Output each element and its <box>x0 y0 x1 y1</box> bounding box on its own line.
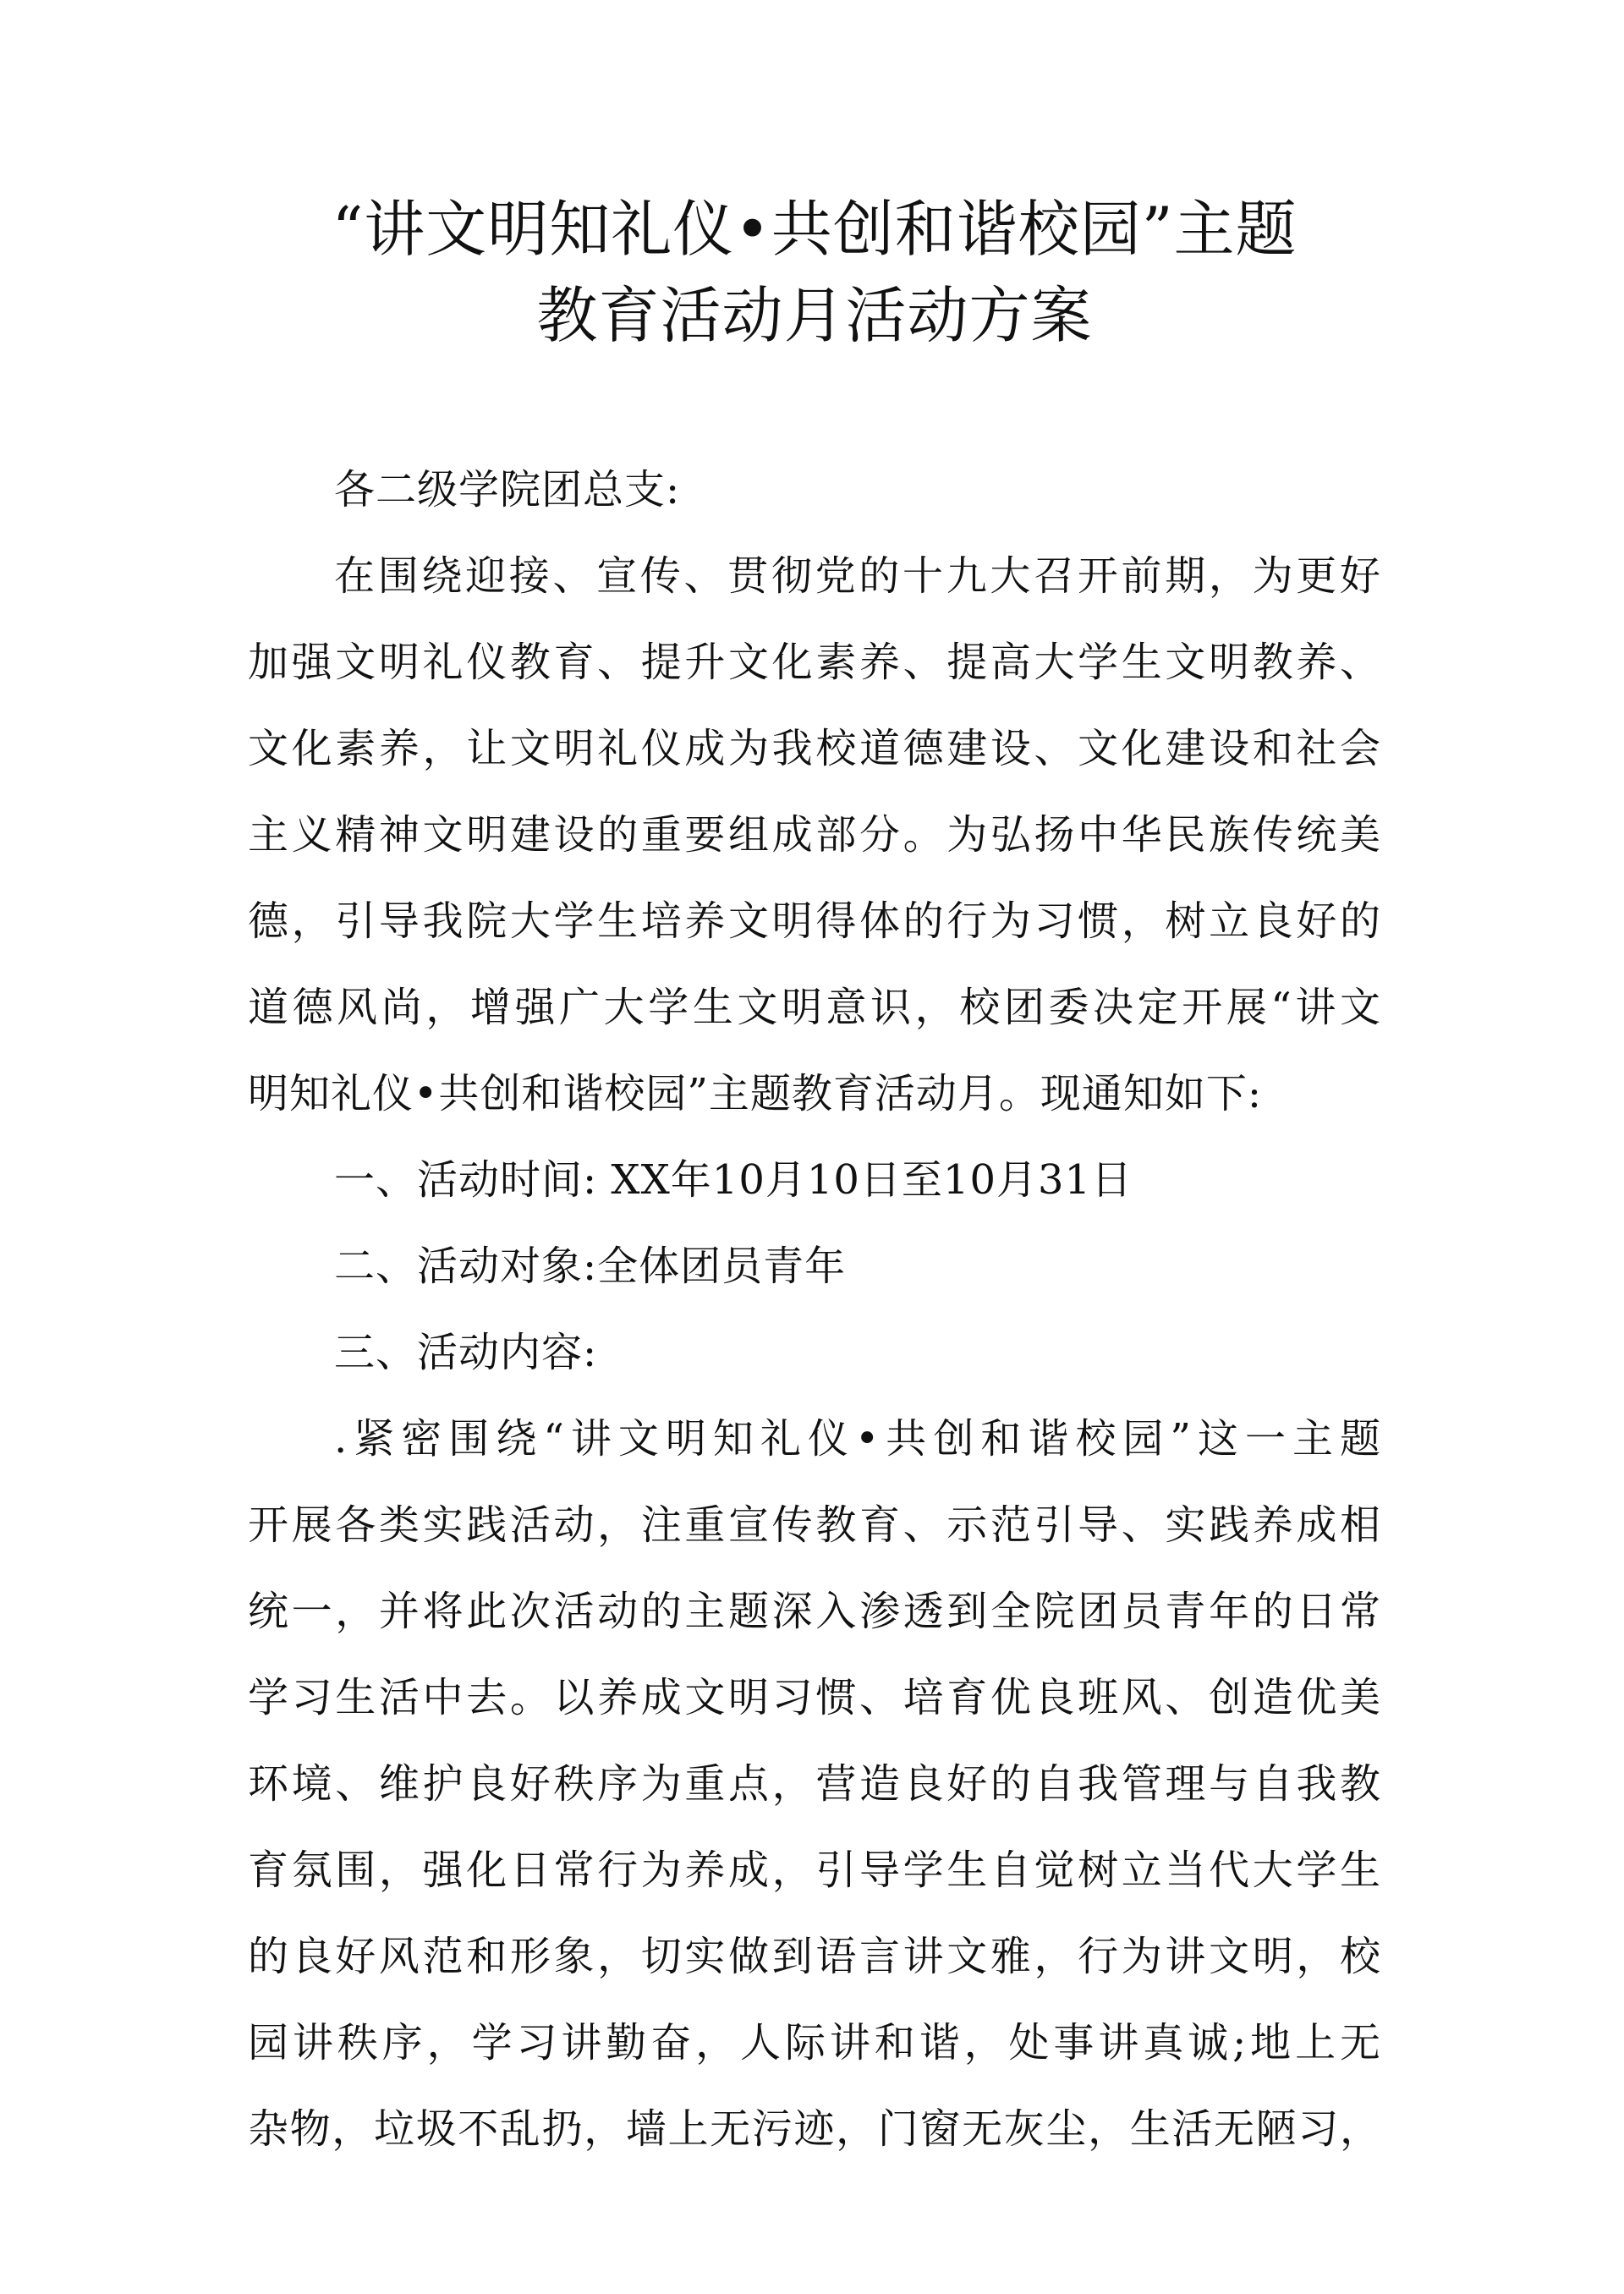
intro-paragraph-line-4: 主义精神文明建设的重要组成部分。为弘扬中华民族传统美 <box>248 811 1381 859</box>
salutation: 各二级学院团总支: <box>334 466 681 513</box>
section-time: 一、活动时间: XX年10月10日至10月31日 <box>334 1156 1133 1204</box>
document-title <box>248 186 1381 359</box>
content-paragraph-line-6: 育氛围，强化日常行为养成，引导学生自觉树立当代大学生 <box>248 1847 1381 1894</box>
intro-paragraph-line-6: 道德风尚，增强广大学生文明意识，校团委决定开展“讲文 <box>248 984 1381 1031</box>
content-paragraph-line-5: 环境、维护良好秩序为重点，营造良好的自我管理与自我教 <box>248 1760 1381 1808</box>
document-body <box>248 447 1381 2172</box>
intro-paragraph-line-2: 加强文明礼仪教育、提升文化素养、提高大学生文明教养、 <box>248 639 1381 686</box>
section-target: 二、活动对象:全体团员青年 <box>334 1243 847 1290</box>
intro-paragraph-line-1: 在围绕迎接、宣传、贯彻党的十九大召开前期，为更好 <box>334 552 1381 600</box>
content-paragraph-line-1: .紧密围绕“讲文明知礼仪•共创和谐校园”这一主题 <box>334 1415 1381 1463</box>
content-paragraph-line-3: 统一，并将此次活动的主题深入渗透到全院团员青年的日常 <box>248 1588 1381 1635</box>
intro-paragraph-line-7: 明知礼仪•共创和谐校园”主题教育活动月。现通知如下: <box>248 1070 1263 1117</box>
title-line-1: “讲文明知礼仪•共创和谐校园”主题 <box>332 194 1298 265</box>
intro-paragraph-line-3: 文化素养，让文明礼仪成为我校道德建设、文化建设和社会 <box>248 725 1381 772</box>
content-paragraph-line-8: 园讲秩序，学习讲勤奋，人际讲和谐，处事讲真诚;地上无 <box>248 2019 1381 2066</box>
content-paragraph-line-7: 的良好风范和形象，切实做到语言讲文雅，行为讲文明，校 <box>248 1933 1381 1980</box>
content-paragraph-line-2: 开展各类实践活动，注重宣传教育、示范引导、实践养成相 <box>248 1501 1381 1549</box>
content-paragraph-line-4: 学习生活中去。以养成文明习惯、培育优良班风、创造优美 <box>248 1674 1381 1721</box>
intro-paragraph-line-5: 德，引导我院大学生培养文明得体的行为习惯，树立良好的 <box>248 897 1381 945</box>
section-content-heading: 三、活动内容: <box>334 1329 598 1376</box>
title-line-2: 教育活动月活动方案 <box>536 280 1093 351</box>
content-paragraph-line-9: 杂物，垃圾不乱扔，墙上无污迹，门窗无灰尘，生活无陋习， <box>248 2105 1381 2153</box>
